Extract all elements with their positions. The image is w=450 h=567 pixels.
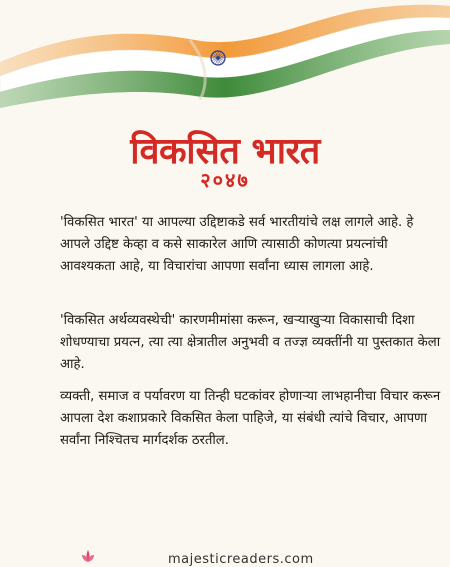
book-title: विकसित भारत: [130, 131, 320, 172]
publisher-url[interactable]: majesticreaders.com: [168, 552, 314, 567]
intro-paragraph: 'विकसित भारत' या आपल्या उद्दिष्टाकडे सर्व भारतीयांचे लक्ष लागले आहे. हे आपले उद्दिष्ट केव्हा व कसे साकारेल आणि त्यासाठी कोणत्या प्रयत्नांची आवश्यकता आहे, या विचारांचा आपणा सर्वांना ध्यास लागला आहे.: [60, 215, 414, 274]
lotus-logo-icon: [80, 548, 96, 564]
economy-paragraph: 'विकसित अर्थव्यवस्थेची' कारणमीमांसा करून, खऱ्याखुऱ्या विकासाची दिशा शोधण्याचा प्रयत्न, त्या त्या क्षेत्रातील अनुभवी व तज्ज्ञ व्यक्तींनी या पुस्तकात केला आहे.: [60, 313, 441, 372]
tricolor-flag-ribbon: [0, 0, 450, 130]
guidance-paragraph: व्यक्ती, समाज व पर्यावरण या तिन्ही घटकांवर होणाऱ्या लाभहानीचा विचार करून आपला देश कशाप्रकारे विकसित केला पाहिजे, या संबंधी त्यांचे विचार, आपणा सर्वांना निश्चितच मार्गदर्शक ठरतील.: [60, 389, 441, 448]
book-year: २०४७: [200, 168, 250, 192]
ashoka-chakra-icon: [211, 51, 225, 65]
